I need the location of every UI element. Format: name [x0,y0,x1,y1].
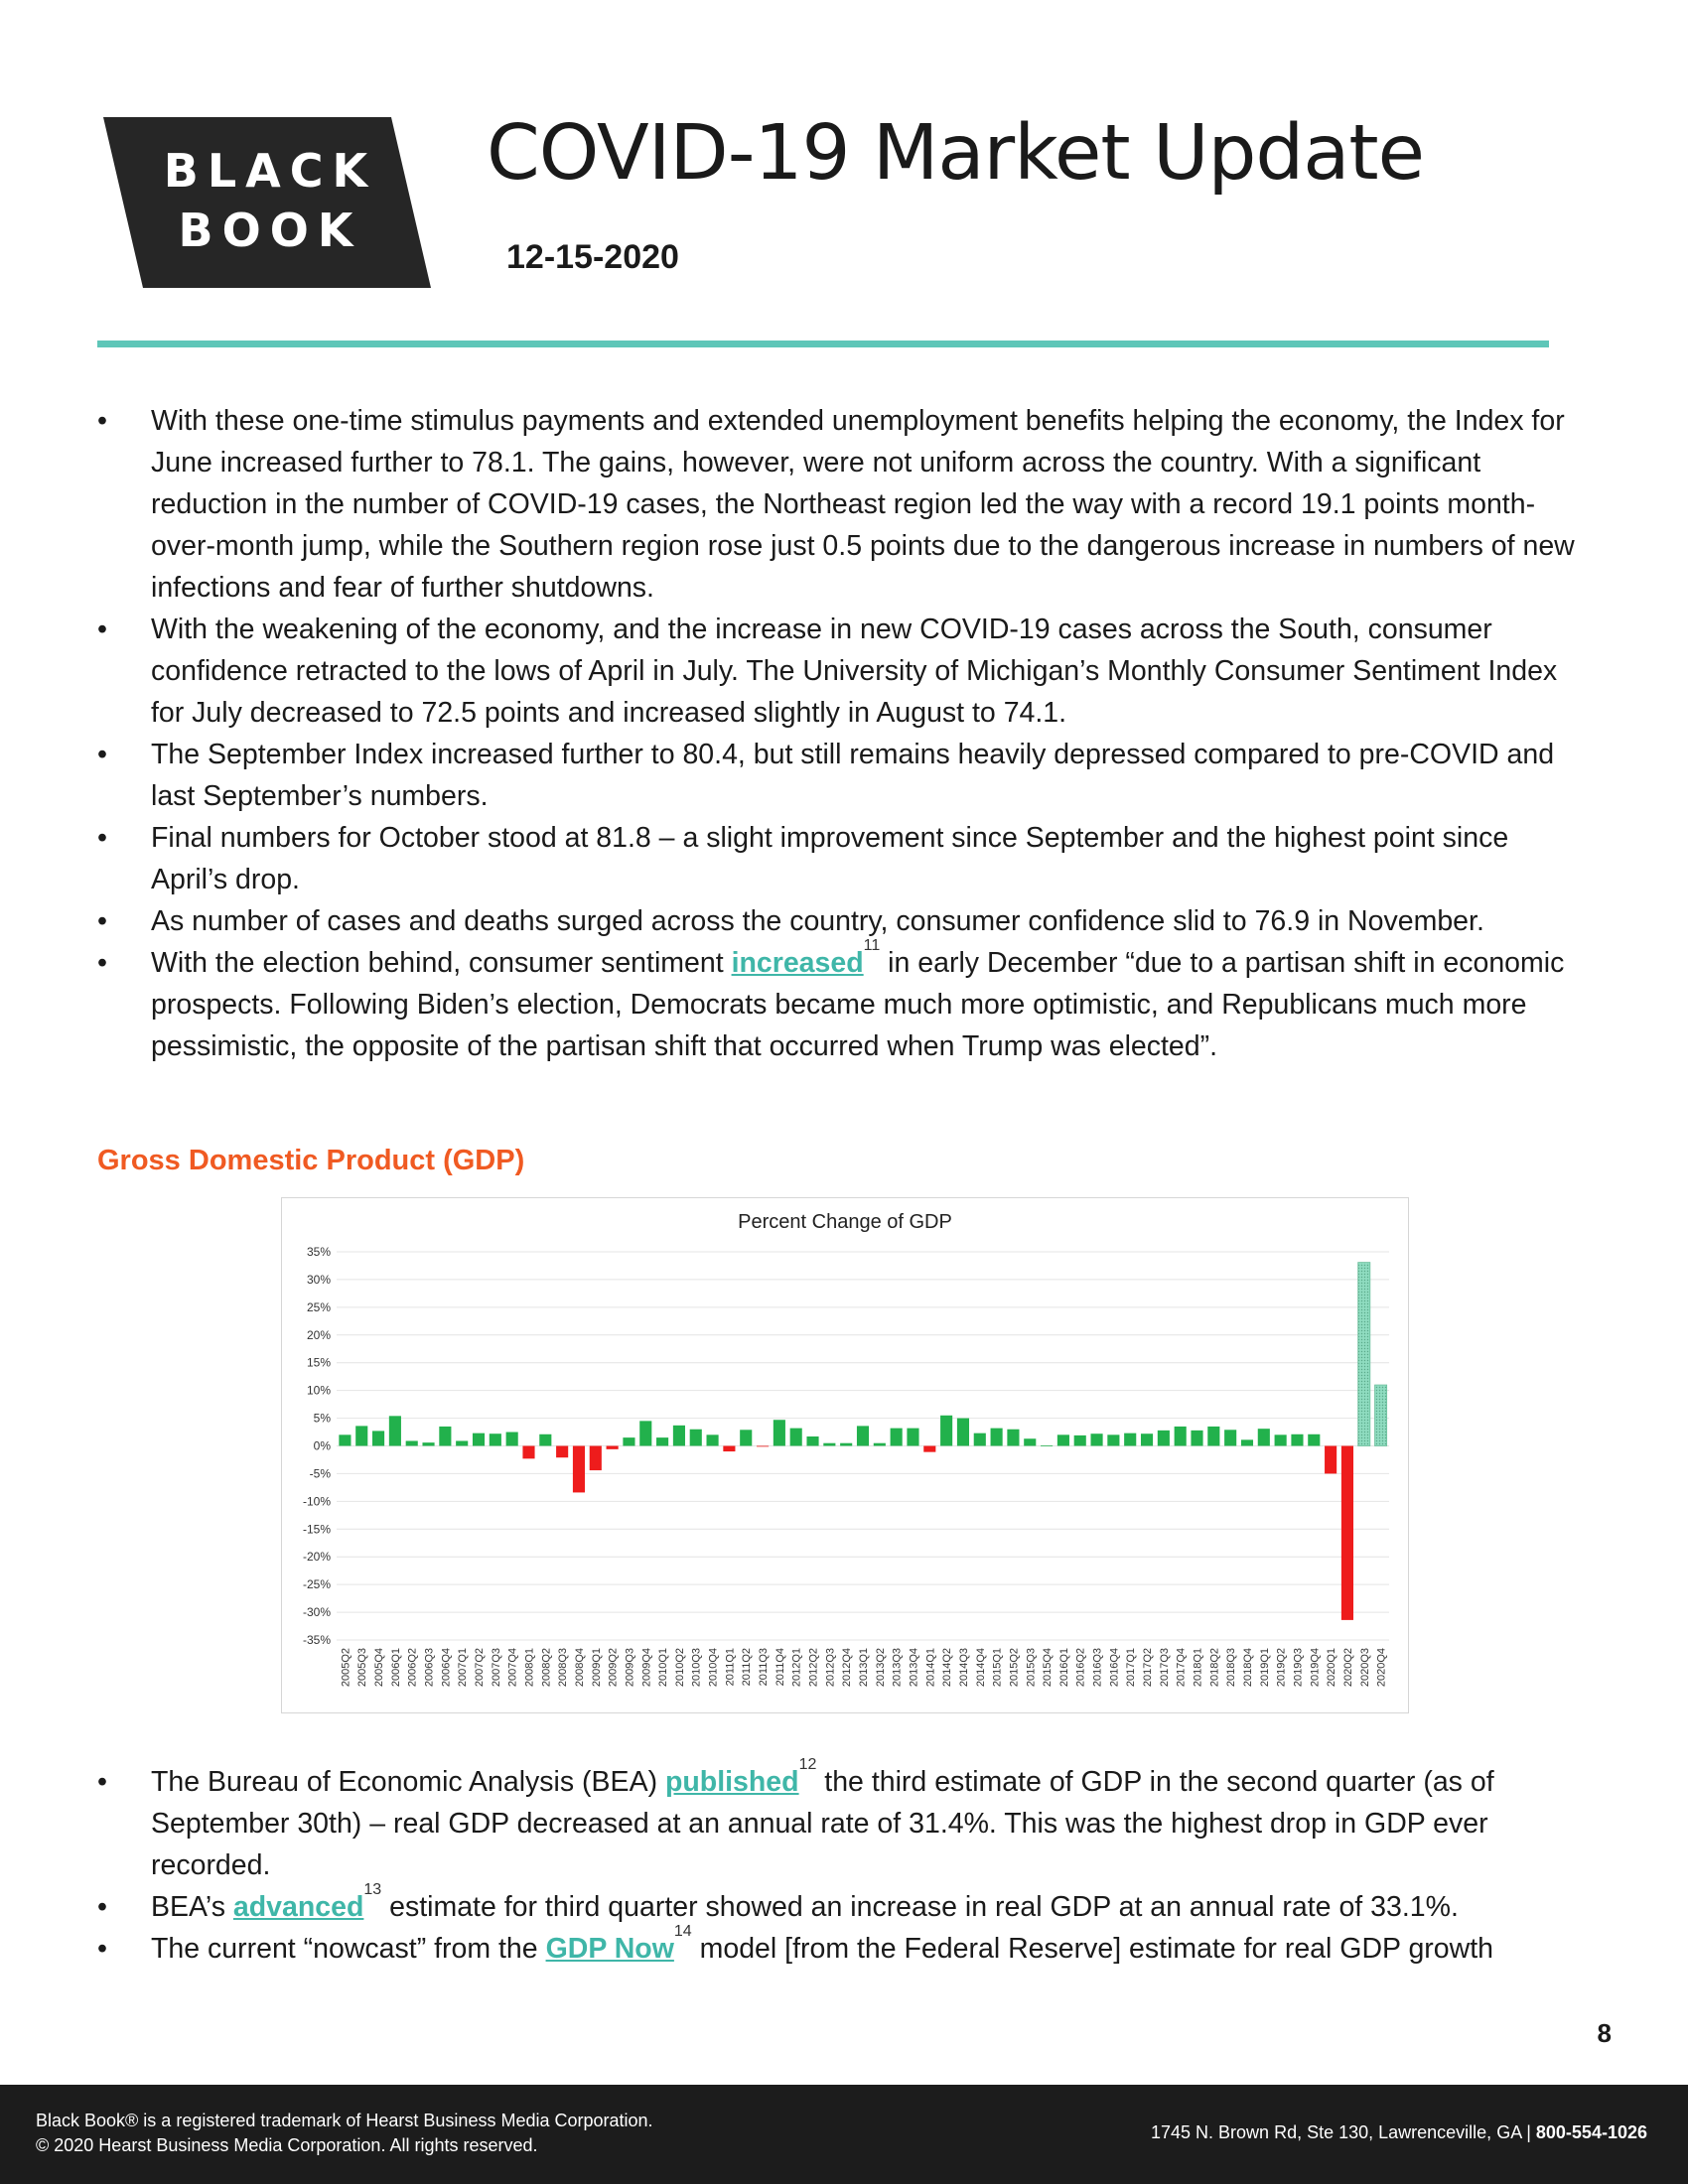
bar [1358,1263,1370,1446]
x-tick-label: 2018Q4 [1241,1648,1254,1688]
bar [656,1437,668,1445]
x-tick-label: 2017Q4 [1175,1648,1188,1688]
x-tick-label: 2017Q3 [1158,1648,1171,1688]
y-tick-label: 30% [306,1272,331,1287]
gdp-chart [281,1197,1409,1713]
x-tick-label: 2006Q2 [406,1648,419,1688]
x-tick-label: 2019Q1 [1258,1648,1271,1688]
bar [1207,1427,1219,1446]
bar [1291,1434,1303,1446]
y-tick-label: -5% [309,1466,331,1481]
bar [757,1446,769,1447]
bullet-text: With the election behind, consumer sentiment [151,947,732,979]
bar [1007,1430,1019,1446]
x-tick-label: 2008Q4 [573,1648,586,1688]
bar [690,1430,702,1446]
bar [1325,1446,1336,1474]
x-tick-label: 2005Q2 [340,1648,352,1688]
bar [923,1446,935,1452]
bar [590,1446,602,1471]
x-tick-label: 2016Q4 [1108,1648,1121,1688]
bar [874,1443,886,1446]
x-tick-label: 2013Q3 [891,1648,904,1688]
x-tick-label: 2013Q2 [874,1648,887,1688]
bar [957,1419,969,1446]
y-tick-label: -10% [302,1494,331,1509]
x-tick-label: 2005Q3 [356,1648,369,1688]
x-tick-label: 2016Q3 [1091,1648,1104,1688]
footer-phone: 800-554-1026 [1535,2122,1647,2142]
x-tick-label: 2015Q4 [1042,1648,1055,1688]
bar [740,1430,752,1445]
y-tick-label: 25% [306,1299,331,1314]
bar [891,1429,903,1446]
bar [1057,1434,1069,1445]
list-item: • With the weakening of the economy, and the increase in new COVID-19 cases across the South, consumer confidence retracted to the lows of April in July. The University of Michigan’s Monthly Consumer Sentiment Index for July decreased to 72.5 points and increased slightly in August to 74.1. [97,614,1558,729]
bullet-text: model [from the Federal Reserve] estimate for real GDP growth [691,1933,1493,1965]
bullet-text: Final numbers for October stood at 81.8 – a slight improvement since September and the highest point since April’s drop. [151,822,1509,895]
bar [355,1426,367,1445]
bar [823,1443,835,1446]
header-divider [97,341,1549,347]
x-tick-label: 2009Q2 [607,1648,620,1688]
x-tick-label: 2018Q3 [1225,1648,1238,1688]
list-item: • Final numbers for October stood at 81.8 – a slight improvement since September and the highest point since April’s drop. [97,822,1509,895]
y-tick-label: -15% [302,1522,331,1537]
bar [1074,1435,1086,1446]
gdp-now-link[interactable]: GDP Now [545,1933,674,1965]
bar [1024,1438,1036,1445]
bullet-text: The Bureau of Economic Analysis (BEA) [151,1766,665,1798]
x-tick-label: 2013Q4 [908,1648,920,1688]
x-tick-label: 2011Q3 [758,1648,771,1687]
advanced-link[interactable]: advanced [232,1891,364,1923]
gdp-bar-chart [282,1198,1408,1712]
y-tick-label: -35% [302,1633,331,1647]
bar [372,1431,384,1445]
x-tick-label: 2020Q2 [1341,1648,1354,1688]
bar [607,1446,619,1449]
bar [1375,1385,1387,1445]
y-tick-label: 5% [313,1411,331,1426]
x-tick-label: 2011Q4 [774,1648,786,1687]
x-tick-label: 2019Q2 [1275,1648,1288,1688]
x-tick-label: 2010Q2 [673,1648,686,1688]
bullet-list-top [97,400,1587,1067]
y-tick-label: 35% [306,1245,331,1259]
bar [907,1429,918,1446]
bar [539,1434,551,1446]
bar [840,1443,852,1446]
footer [0,2085,1688,2184]
report-date: 12-15-2020 [506,238,679,276]
page-title: COVID-19 Market Update [487,109,1424,198]
x-tick-label: 2006Q4 [440,1648,453,1688]
bar [1191,1431,1202,1446]
list-item: • With these one-time stimulus payments and extended unemployment benefits helping the economy, the Index for June increased further to 78.1. The gains, however, were not uniform across the country. With a significant reduction in the number of COVID-19 cases, the Northeast region led the way with a record 19.1 points month-over-month jump, while the Southern region rose just 0.5 points due to the dangerous increase in numbers of new infections and fear of further shutdowns. [97,405,1575,604]
bar [406,1440,418,1445]
x-tick-label: 2016Q2 [1074,1648,1087,1688]
list-item: • BEA’s advanced$^{13}$ estimate for third quarter showed an increase in real GDP at an annual rate of 33.1%. [97,1881,1459,1923]
list-item: • As number of cases and deaths surged across the country, consumer confidence slid to 76.9 in November. [97,905,1484,937]
bar [940,1416,952,1446]
x-tick-label: 2020Q4 [1375,1648,1388,1688]
x-tick-label: 2012Q3 [824,1648,837,1688]
bar [1124,1433,1136,1446]
x-tick-label: 2011Q2 [741,1648,754,1687]
bar [473,1433,485,1446]
bar [1258,1429,1270,1445]
x-tick-label: 2007Q2 [474,1648,487,1688]
x-tick-label: 2009Q1 [590,1648,603,1688]
x-tick-label: 2019Q4 [1309,1648,1322,1688]
x-tick-label: 2009Q3 [624,1648,636,1688]
bar [1158,1431,1170,1446]
x-tick-label: 2005Q4 [373,1648,386,1688]
x-tick-label: 2015Q1 [991,1648,1004,1688]
bar [723,1446,735,1452]
copyright-notice: © 2020 Hearst Business Media Corporation. All rights reserved. [36,2135,538,2155]
logo-line2: BOOK [178,204,362,257]
x-tick-label: 2015Q2 [1008,1648,1021,1688]
x-tick-label: 2020Q3 [1358,1648,1371,1688]
footnote-ref: 12 [798,1756,817,1773]
bar [1224,1430,1236,1445]
y-tick-label: -25% [302,1577,331,1592]
x-tick-label: 2009Q4 [640,1648,653,1688]
chart-title: Percent Change of GDP [738,1211,952,1233]
bar [974,1433,986,1446]
x-tick-label: 2008Q2 [540,1648,553,1688]
bar [806,1436,818,1445]
x-tick-label: 2017Q1 [1125,1648,1138,1688]
bullet-list-bottom [97,1756,1587,1970]
x-tick-label: 2006Q3 [423,1648,436,1688]
x-tick-label: 2013Q1 [858,1648,870,1688]
bullet-text: BEA’s [151,1891,233,1923]
x-tick-label: 2008Q3 [557,1648,570,1688]
black-book-logo [103,117,431,288]
x-tick-label: 2006Q1 [389,1648,402,1688]
bar [490,1433,501,1445]
section-title-gdp: Gross Domestic Product (GDP) [97,1145,525,1176]
bullet-text: in early December “due to a partisan shift in economic prospects. Following Biden’s election, Democrats became much more optimistic, and Republicans much more pessimistic, the opposite of the partisan shift that occurred when Trump was elected”. [151,947,1565,1062]
bullet-text: With these one-time stimulus payments and extended unemployment benefits helping the economy, the Index for June increased further to 78.1. The gains, however, were not uniform across the country. With a significant reduction in the number of COVID-19 cases, the Northeast region led the way with a record 19.1 points month-over-month jump, while the Southern region rose just 0.5 points due to the dangerous increase in numbers of new infections and fear of further shutdowns. [151,405,1575,604]
x-tick-label: 2008Q1 [523,1648,536,1688]
bar [673,1426,685,1446]
list-item: • The Bureau of Economic Analysis (BEA) published$^{12}$ the third estimate of GDP in the second quarter (as of September 30th) – real GDP decreased at an annual rate of 31.4%. This was the highest drop in GDP ever recorded. [97,1756,1494,1881]
logo-line1: BLACK [163,144,377,198]
bar [790,1429,802,1446]
bar [456,1440,468,1445]
bar [1090,1433,1102,1445]
x-tick-label: 2007Q4 [506,1648,519,1688]
bar [439,1427,451,1446]
bar [639,1421,651,1445]
bar [573,1446,585,1493]
y-tick-label: -20% [302,1550,331,1565]
x-tick-label: 2010Q3 [690,1648,703,1688]
x-tick-label: 2012Q4 [841,1648,854,1688]
bar [707,1434,719,1445]
x-tick-label: 2011Q1 [724,1648,737,1687]
bullet-text: the third estimate of GDP in the second quarter (as of September 30th) – real GDP decreased at an annual rate of 31.4%. This was the highest drop in GDP ever recorded. [151,1766,1494,1881]
x-tick-label: 2012Q1 [790,1648,803,1688]
x-tick-label: 2007Q1 [457,1648,470,1688]
y-tick-label: 10% [306,1383,331,1398]
bar [1241,1439,1253,1445]
bar [422,1442,434,1445]
bar [857,1426,869,1445]
bar [339,1434,351,1445]
increased-link[interactable]: increased [731,947,864,979]
y-tick-label: 20% [306,1327,331,1342]
x-tick-label: 2012Q2 [807,1648,820,1688]
bar [1341,1446,1353,1620]
bar [991,1429,1003,1446]
footnote-ref: 14 [673,1923,692,1940]
x-tick-label: 2015Q3 [1025,1648,1038,1688]
footnote-ref: 11 [863,937,881,954]
x-tick-label: 2010Q1 [657,1648,670,1688]
bullet-text: The September Index increased further to 80.4, but still remains heavily depressed compared to pre-COVID and last September’s numbers. [151,739,1555,812]
y-tick-label: 15% [306,1355,331,1370]
footer-address: 1745 N. Brown Rd, Ste 130, Lawrenceville, GA | [1151,2122,1536,2142]
bullet-text: As number of cases and deaths surged across the country, consumer confidence slid to 76.9 in November. [151,905,1484,937]
bar [389,1416,401,1445]
list-item: • The current “nowcast” from the GDP Now$^{14}$ model [from the Federal Reserve] estimate for real GDP growth [97,1923,1493,1965]
bar [522,1446,534,1459]
bar [1308,1434,1320,1446]
y-tick-label: -30% [302,1605,331,1620]
published-link[interactable]: published [664,1766,799,1798]
x-tick-label: 2017Q2 [1142,1648,1155,1688]
x-tick-label: 2007Q3 [490,1648,502,1688]
bar [1175,1427,1187,1446]
x-tick-label: 2018Q2 [1208,1648,1221,1688]
x-tick-label: 2018Q1 [1192,1648,1204,1688]
x-tick-label: 2016Q1 [1057,1648,1070,1688]
list-item: • The September Index increased further to 80.4, but still remains heavily depressed compared to pre-COVID and last September’s numbers. [97,739,1555,812]
list-item: • With the election behind, consumer sentiment increased$^{11}$ in early December “due to a partisan shift in economic prospects. Following Biden’s election, Democrats became much more optimistic, and Republicans much more pessimistic, the opposite of the partisan shift that occurred when Trump was elected”. [97,937,1565,1062]
bullet-text: estimate for third quarter showed an increase in real GDP at an annual rate of 33.1%. [381,1891,1459,1923]
x-tick-label: 2014Q3 [957,1648,970,1688]
x-tick-label: 2019Q3 [1292,1648,1305,1688]
bar [1041,1445,1053,1446]
bar [623,1437,634,1445]
bar [1107,1434,1119,1445]
footnote-ref: 13 [363,1881,382,1898]
x-tick-label: 2010Q4 [707,1648,720,1688]
y-tick-label: 0% [313,1438,331,1453]
x-tick-label: 2014Q4 [974,1648,987,1688]
bar [1141,1433,1153,1445]
trademark-notice: Black Book® is a registered trademark of Hearst Business Media Corporation. [36,2111,653,2130]
x-tick-label: 2014Q2 [941,1648,954,1688]
bar [556,1446,568,1458]
bullet-text: With the weakening of the economy, and the increase in new COVID-19 cases across the South, consumer confidence retracted to the lows of April in July. The University of Michigan’s Monthly Consumer Sentiment Index for July decreased to 72.5 points and increased slightly in August to 74.1. [151,614,1558,729]
page-number: 8 [1597,2018,1612,2048]
bar [506,1433,518,1446]
bullet-text: The current “nowcast” from the [151,1933,546,1965]
bar [1275,1434,1287,1445]
x-tick-label: 2020Q1 [1326,1648,1338,1688]
bar [774,1420,785,1445]
x-tick-label: 2014Q1 [924,1648,937,1688]
